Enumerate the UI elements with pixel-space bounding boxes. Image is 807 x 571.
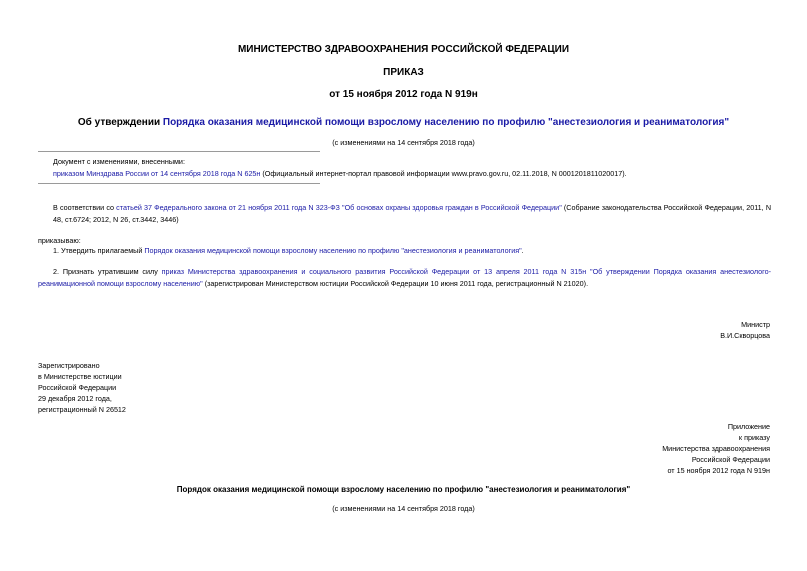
- item1-prefix: 1. Утвердить прилагаемый: [53, 246, 145, 255]
- appendix-line: к приказу: [738, 433, 770, 442]
- ministry-heading: МИНИСТЕРСТВО ЗДРАВООХРАНЕНИЯ РОССИЙСКОЙ ФЕДЕРАЦИИ: [237, 44, 570, 55]
- changes-detail: [53, 168, 773, 180]
- preamble-prefix: В соответствии со: [53, 203, 117, 212]
- appendix-block: [570, 421, 770, 476]
- registration-line: в Министерстве юстиции: [38, 372, 122, 381]
- procedure-link[interactable]: Порядка оказания медицинской помощи взрослому населению по профилю "анестезиология и реаниматология": [162, 117, 730, 128]
- item2-registration: (зарегистрирован Министерством юстиции Российской Федерации 10 июня 2011 года, регистрационный N 21020).: [202, 278, 589, 288]
- document-title: [0, 117, 807, 128]
- signature-name: В.И.Скворцова: [720, 331, 770, 340]
- doc-type-heading: ПРИКАЗ: [383, 67, 424, 78]
- item1-suffix: .: [521, 246, 524, 255]
- amending-order-link[interactable]: приказом Минздрава России от 14 сентября 2018 года N 625н: [53, 169, 261, 178]
- registration-line: регистрационный N 26512: [38, 405, 126, 414]
- appendix-line: Приложение: [727, 422, 770, 431]
- changes-source: (Официальный интернет-портал правовой информации www.pravo.gov.ru, 02.11.2018, N 0001201811020017).: [260, 169, 627, 178]
- appendix-line: от 15 ноября 2012 года N 919н: [667, 466, 770, 475]
- signature-block: [600, 319, 770, 341]
- registration-block: [38, 360, 126, 415]
- changes-top-divider: [38, 151, 320, 152]
- approved-procedure-link[interactable]: Порядок оказания медицинской помощи взрослому населению по профилю "анестезиология и реаниматология": [144, 246, 522, 255]
- changes-box: [53, 156, 773, 180]
- order-item-2: [38, 266, 771, 289]
- repealed-order-link[interactable]: приказ Министерства здравоохранения и социального развития Российской Федерации от 13 апреля 2011 года N 315н "Об утверждении Порядка оказания анестезиолого-реанимационной помощи взрослому населению": [38, 267, 771, 288]
- registration-line: Российской Федерации: [38, 383, 117, 392]
- doc-date-number: от 15 ноября 2012 года N 919н: [329, 89, 478, 100]
- registration-line: 29 декабря 2012 года,: [38, 394, 112, 403]
- title-amendments: (с изменениями на 14 сентября 2018 года): [332, 138, 475, 147]
- appendix-line: Российской Федерации: [691, 455, 770, 464]
- preamble-paragraph: [53, 202, 771, 225]
- changes-intro: Документ с изменениями, внесенными:: [53, 157, 185, 166]
- order-item-1: [53, 246, 771, 255]
- preamble-source: (Собрание законодательства Российской Федерации, 2011, N 48, ст.6724; 2012, N 26, ст.3442, 3446): [53, 203, 772, 224]
- signature-position: Министр: [741, 320, 770, 329]
- changes-bottom-divider: [38, 183, 320, 184]
- order-word: приказываю:: [38, 236, 81, 245]
- title-prefix: Об утверждении: [77, 117, 163, 128]
- federal-law-link[interactable]: статьей 37 Федерального закона от 21 ноября 2011 года N 323-ФЗ "Об основах охраны здоровья граждан в Российской Федерации": [116, 203, 562, 212]
- registration-line: Зарегистрировано: [38, 361, 100, 370]
- procedure-amendments: (с изменениями на 14 сентября 2018 года): [332, 504, 475, 513]
- procedure-title: Порядок оказания медицинской помощи взрослому населению по профилю "анестезиология и реаниматология": [176, 485, 631, 494]
- item2-prefix: 2. Признать утратившим силу: [53, 267, 162, 276]
- appendix-line: Министерства здравоохранения: [662, 444, 770, 453]
